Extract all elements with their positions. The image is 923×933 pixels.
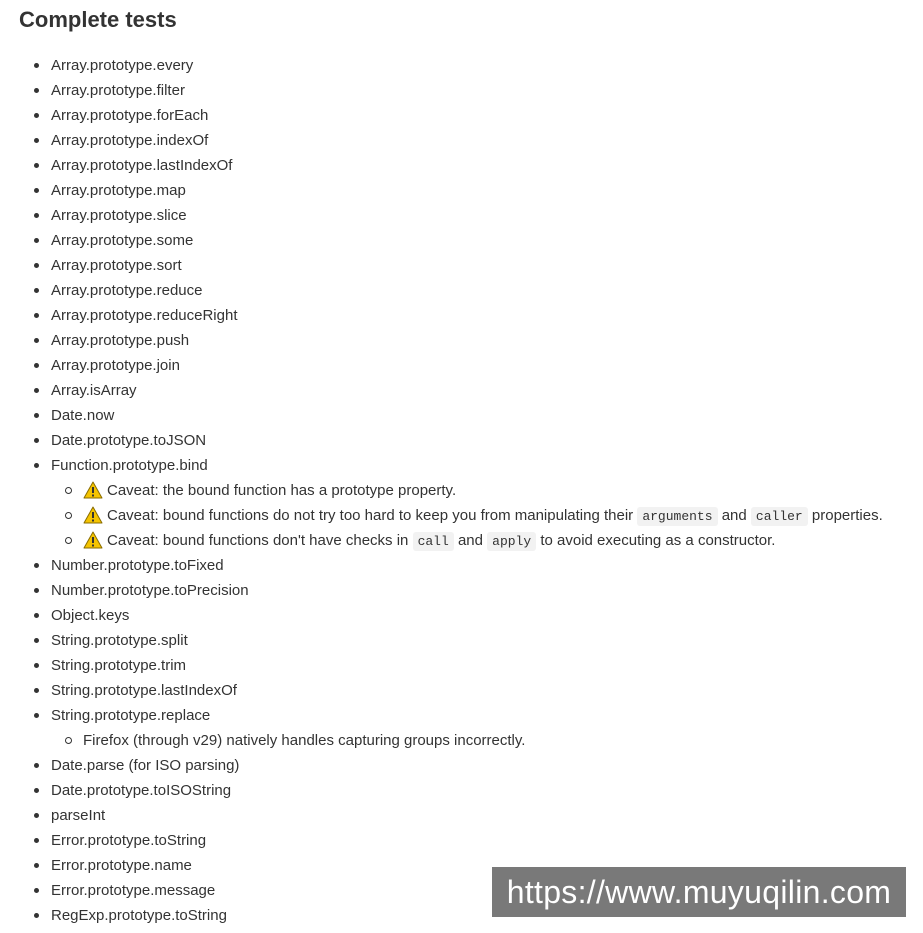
inline-code: call <box>413 532 454 551</box>
list-item-label: Error.prototype.name <box>51 857 192 874</box>
bullet-icon <box>34 413 39 418</box>
list-item-label: Date.now <box>51 407 115 424</box>
list-item-label: Array.prototype.push <box>51 332 190 349</box>
list-item-label: Array.prototype.join <box>51 357 180 374</box>
list-item <box>0 803 923 828</box>
caveat-text: Caveat: the bound function has a prototype property. <box>107 482 457 499</box>
bullet-icon <box>34 388 39 393</box>
bullet-icon <box>34 788 39 793</box>
list-item <box>0 78 923 103</box>
caveat-item <box>51 478 923 503</box>
list-item <box>0 828 923 853</box>
list-item-label: Array.prototype.indexOf <box>51 132 209 149</box>
list-item <box>0 128 923 153</box>
circle-bullet-icon <box>65 512 72 519</box>
list-item-label: String.prototype.lastIndexOf <box>51 682 237 699</box>
watermark: https://www.muyuqilin.com <box>492 867 906 917</box>
bullet-icon <box>34 913 39 918</box>
list-item <box>0 253 923 278</box>
caveat-item <box>51 503 923 528</box>
bullet-icon <box>34 463 39 468</box>
list-item-label: RegExp.prototype.toString <box>51 907 227 924</box>
bullet-icon <box>34 113 39 118</box>
bullet-icon <box>34 588 39 593</box>
bullet-icon <box>34 188 39 193</box>
list-item <box>0 203 923 228</box>
circle-bullet-icon <box>65 487 72 494</box>
sub-list <box>51 728 923 753</box>
list-item <box>0 453 923 553</box>
list-item-label: Number.prototype.toPrecision <box>51 582 249 599</box>
bullet-icon <box>34 263 39 268</box>
page-title: Complete tests <box>19 7 177 32</box>
list-item <box>0 553 923 578</box>
list-item-label: Array.prototype.lastIndexOf <box>51 157 233 174</box>
list-item <box>0 678 923 703</box>
list-item-label: Date.parse (for ISO parsing) <box>51 757 240 774</box>
list-item <box>0 153 923 178</box>
bullet-icon <box>34 313 39 318</box>
bullet-icon <box>34 163 39 168</box>
circle-bullet-icon <box>65 537 72 544</box>
list-item-label: Array.prototype.sort <box>51 257 182 274</box>
bullet-icon <box>34 763 39 768</box>
list-item-label: Array.isArray <box>51 382 137 399</box>
test-list <box>0 53 923 928</box>
list-item <box>0 178 923 203</box>
warning-icon <box>83 481 103 499</box>
bullet-icon <box>34 863 39 868</box>
list-item <box>0 303 923 328</box>
list-item <box>0 103 923 128</box>
list-item <box>0 753 923 778</box>
caveat-item <box>51 528 923 553</box>
list-item-label: Function.prototype.bind <box>51 457 208 474</box>
inline-code: apply <box>487 532 536 551</box>
bullet-icon <box>34 688 39 693</box>
bullet-icon <box>34 563 39 568</box>
list-item-label: Array.prototype.some <box>51 232 194 249</box>
list-item <box>0 778 923 803</box>
caveat-text: Caveat: bound functions don't have checks in <box>107 532 413 549</box>
caveat-text: and <box>453 532 488 549</box>
list-item <box>0 603 923 628</box>
list-item <box>0 378 923 403</box>
list-item-label: Array.prototype.slice <box>51 207 187 224</box>
bullet-icon <box>34 338 39 343</box>
bullet-icon <box>34 363 39 368</box>
circle-bullet-icon <box>65 737 72 744</box>
bullet-icon <box>34 813 39 818</box>
sub-list <box>51 478 923 553</box>
list-item <box>0 403 923 428</box>
list-item-label: Number.prototype.toFixed <box>51 557 224 574</box>
bullet-icon <box>34 613 39 618</box>
list-item <box>0 228 923 253</box>
warning-icon <box>83 531 103 549</box>
bullet-icon <box>34 888 39 893</box>
list-item-label: Array.prototype.every <box>51 57 194 74</box>
bullet-icon <box>34 638 39 643</box>
warning-icon <box>83 506 103 524</box>
inline-code: arguments <box>637 507 717 526</box>
caveat-text: properties. <box>807 507 883 524</box>
list-item-label: Object.keys <box>51 607 130 624</box>
list-item-label: String.prototype.trim <box>51 657 187 674</box>
bullet-icon <box>34 138 39 143</box>
caveat-text: Caveat: bound functions do not try too hard to keep you from manipulating their <box>107 507 638 524</box>
list-item <box>0 628 923 653</box>
list-item-label: Array.prototype.forEach <box>51 107 209 124</box>
list-item-label: Date.prototype.toJSON <box>51 432 207 449</box>
bullet-icon <box>34 438 39 443</box>
list-item-label: Array.prototype.map <box>51 182 186 199</box>
bullet-icon <box>34 213 39 218</box>
list-item-label: Array.prototype.filter <box>51 82 185 99</box>
list-item <box>0 278 923 303</box>
caveat-text: and <box>717 507 751 524</box>
bullet-icon <box>34 838 39 843</box>
list-item-label: Array.prototype.reduce <box>51 282 203 299</box>
bullet-icon <box>34 63 39 68</box>
note-text: Firefox (through v29) natively handles capturing groups incorrectly. <box>83 732 526 749</box>
note-item <box>51 728 923 753</box>
list-item <box>0 353 923 378</box>
list-item-label: String.prototype.split <box>51 632 188 649</box>
list-item <box>0 653 923 678</box>
list-item <box>0 328 923 353</box>
list-item-label: String.prototype.replace <box>51 707 211 724</box>
list-item <box>0 53 923 78</box>
bullet-icon <box>34 713 39 718</box>
list-item <box>0 428 923 453</box>
list-item-label: Error.prototype.toString <box>51 832 207 849</box>
caveat-text: to avoid executing as a constructor. <box>536 532 776 549</box>
bullet-icon <box>34 288 39 293</box>
bullet-icon <box>34 88 39 93</box>
list-item <box>0 703 923 753</box>
list-item-label: parseInt <box>51 807 106 824</box>
list-item-label: Array.prototype.reduceRight <box>51 307 238 324</box>
list-item-label: Date.prototype.toISOString <box>51 782 232 799</box>
list-item-label: Error.prototype.message <box>51 882 216 899</box>
inline-code: caller <box>751 507 808 526</box>
bullet-icon <box>34 663 39 668</box>
bullet-icon <box>34 238 39 243</box>
list-item <box>0 578 923 603</box>
